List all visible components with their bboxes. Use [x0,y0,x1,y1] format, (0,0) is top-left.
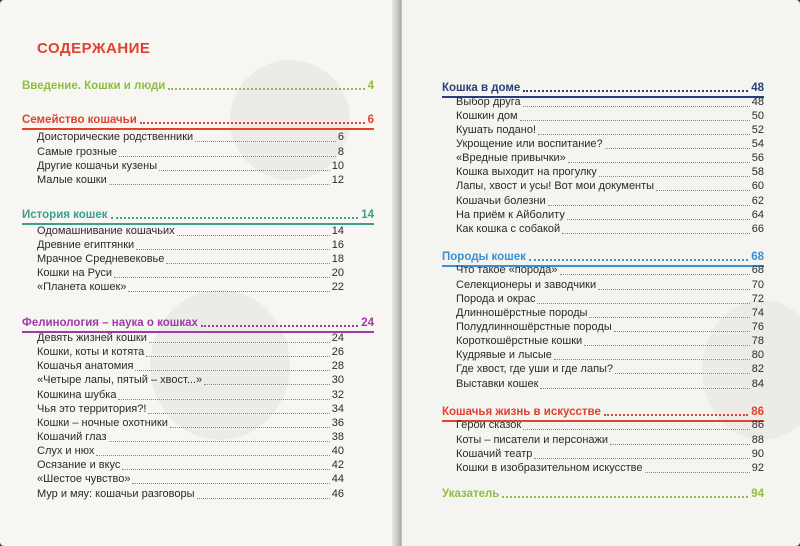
toc-section-heading[interactable]: История кошек 14 [22,209,374,221]
toc-entry[interactable]: Кошачья анатомия 28 [37,360,344,372]
toc-entry[interactable]: Полудлинношёрстные породы 76 [456,321,764,333]
toc-entry[interactable]: Как кошка с собакой 66 [456,223,764,235]
toc-entry[interactable]: Кошачий театр 90 [456,448,764,460]
toc-section-heading[interactable]: Кошка в доме 48 [442,82,764,94]
toc-entry[interactable]: Древние египтянки 16 [37,239,344,251]
toc-section-intro[interactable]: Введение. Кошки и люди 4 [22,80,374,92]
toc-entry[interactable]: Чья это территория?! 34 [37,403,344,415]
toc-entry[interactable]: Что такое «порода» 68 [456,264,764,276]
toc-entry[interactable]: Кошкин дом 50 [456,110,764,122]
toc-entry[interactable]: Лапы, хвост и усы! Вот мои документы 60 [456,180,764,192]
toc-entry[interactable]: Кошки – ночные охотники 36 [37,417,344,429]
right-page [402,0,800,546]
toc-entry[interactable]: Доисторические родственники 6 [37,131,344,143]
toc-entry[interactable]: «Шестое чувство» 44 [37,473,344,485]
toc-entry[interactable]: Осязание и вкус 42 [37,459,344,471]
toc-entry[interactable]: «Четыре лапы, пятый – хвост...» 30 [37,374,344,386]
toc-entry[interactable]: Кудрявые и лысые 80 [456,349,764,361]
toc-entry[interactable]: Длинношёрстные породы 74 [456,307,764,319]
toc-entry[interactable]: Герои сказок 86 [456,419,764,431]
toc-entry[interactable]: Выбор друга 48 [456,96,764,108]
section-underline [22,128,374,130]
toc-section-heading[interactable]: Фелинология – наука о кошках 24 [22,317,374,329]
toc-entry[interactable]: Мур и мяу: кошачьи разговоры 46 [37,488,344,500]
toc-entry[interactable]: Кошки на Руси 20 [37,267,344,279]
toc-entry[interactable]: «Планета кошек» 22 [37,281,344,293]
toc-entry[interactable]: Селекционеры и заводчики 70 [456,279,764,291]
toc-section-index[interactable]: Указатель 94 [442,488,764,500]
toc-entry[interactable]: Кошки, коты и котята 26 [37,346,344,358]
toc-entry[interactable]: «Вредные привычки» 56 [456,152,764,164]
left-page [0,0,398,546]
toc-entry[interactable]: Выставки кошек 84 [456,378,764,390]
toc-entry[interactable]: На приём к Айболиту 64 [456,209,764,221]
page-title: СОДЕРЖАНИЕ [37,40,151,57]
toc-entry[interactable]: Малые кошки 12 [37,174,344,186]
toc-entry[interactable]: Короткошёрстные кошки 78 [456,335,764,347]
toc-section-heading[interactable]: Семейство кошачьи 6 [22,114,374,126]
toc-entry[interactable]: Слух и нюх 40 [37,445,344,457]
toc-entry[interactable]: Другие кошачьи кузены 10 [37,160,344,172]
toc-section-heading[interactable]: Породы кошек 68 [442,251,764,263]
toc-entry[interactable]: Где хвост, где уши и где лапы? 82 [456,363,764,375]
toc-entry[interactable]: Кошачьи болезни 62 [456,195,764,207]
toc-entry[interactable]: Девять жизней кошки 24 [37,332,344,344]
toc-entry[interactable]: Мрачное Средневековье 18 [37,253,344,265]
toc-entry[interactable]: Кошка выходит на прогулку 58 [456,166,764,178]
toc-section-heading[interactable]: Кошачья жизнь в искусстве 86 [442,406,764,418]
toc-entry[interactable]: Самые грозные 8 [37,146,344,158]
toc-entry[interactable]: Укрощение или воспитание? 54 [456,138,764,150]
toc-entry[interactable]: Порода и окрас 72 [456,293,764,305]
toc-entry[interactable]: Одомашнивание кошачьих 14 [37,225,344,237]
toc-entry[interactable]: Коты – писатели и персонажи 88 [456,434,764,446]
toc-entry[interactable]: Кошачий глаз 38 [37,431,344,443]
toc-entry[interactable]: Кушать подано! 52 [456,124,764,136]
toc-entry[interactable]: Кошки в изобразительном искусстве 92 [456,462,764,474]
toc-entry[interactable]: Кошкина шубка 32 [37,389,344,401]
